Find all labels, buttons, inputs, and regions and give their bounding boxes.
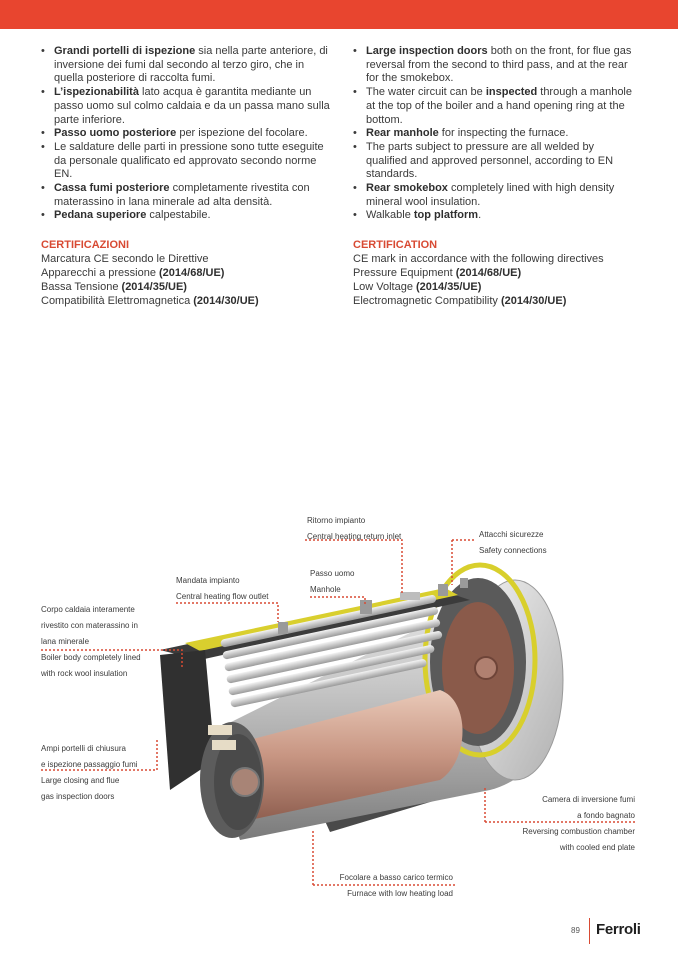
list-item: • The parts subject to pressure are all welded by qualified and approved personnel, according to EN standards. xyxy=(353,141,638,182)
cert-line: CE mark in accordance with the following directives xyxy=(353,253,604,265)
list-item: • Rear manhole for inspecting the furnace. xyxy=(353,127,638,141)
rear-port xyxy=(475,657,497,679)
list-item: • L’ispezionabilità lato acqua è garantita mediante un passo uomo sul colmo caldaia e da un passa mano sulla parte inferiore. xyxy=(41,86,331,127)
cert-line: Pressure Equipment (2014/68/UE) xyxy=(353,267,522,279)
callout-manhole: Passo uomo Manhole xyxy=(310,569,355,594)
footer-divider xyxy=(589,918,590,944)
door-hinge xyxy=(208,725,232,735)
callout-reversing-chamber: Camera di inversione fumi a fondo bagnato Reversing combustion chamber with cooled end plate xyxy=(522,795,635,852)
cert-line: Electromagnetic Compatibility (2014/30/UE) xyxy=(353,295,567,307)
list-item: • Rear smokebox completely lined with high density mineral wool insulation. xyxy=(353,182,638,209)
list-item: • Large inspection doors both on the front, for flue gas reversal from the second to third pass, and at the rear for the smokebox. xyxy=(353,45,638,86)
list-item: • The water circuit can be inspected through a manhole at the top of the boiler and a hand opening ring at the bottom. xyxy=(353,86,638,127)
features-italian xyxy=(41,45,331,223)
list-item: • Passo uomo posteriore per ispezione del focolare. xyxy=(41,127,331,141)
cert-line: Apparecchi a pressione (2014/68/UE) xyxy=(41,267,225,279)
callout-return-inlet: Ritorno impianto Central heating return inlet xyxy=(307,516,402,541)
burner-port xyxy=(231,768,259,796)
cert-line: Bassa Tensione (2014/35/UE) xyxy=(41,281,187,293)
page-number: 89 xyxy=(571,926,580,935)
cert-line: Compatibilità Elettromagnetica (2014/30/UE) xyxy=(41,295,259,307)
features-english xyxy=(353,45,638,223)
callout-furnace: Focolare a basso carico termico Furnace with low heating load xyxy=(339,873,453,898)
ferroli-logo: Ferroli xyxy=(596,921,641,938)
list-item: • Le saldature delle parti in pressione sono tutte eseguite da personale qualificato ed approvato secondo norme EN. xyxy=(41,141,331,182)
return-inlet-nozzle xyxy=(438,584,448,596)
list-item: • Pedana superiore calpestabile. xyxy=(41,209,331,223)
list-item: • Walkable top platform. xyxy=(353,209,638,223)
safety-nozzle xyxy=(460,578,468,588)
italian-bullet-list xyxy=(41,45,331,223)
flow-outlet-nozzle xyxy=(278,622,288,634)
callout-flow-outlet: Mandata impianto Central heating flow outlet xyxy=(176,576,269,601)
cert-line: Marcatura CE secondo le Direttive xyxy=(41,253,209,265)
certification-italian xyxy=(41,238,331,308)
callout-inspection-doors: Ampi portelli di chiusura e ispezione passaggio fumi Large closing and flue gas inspection doors xyxy=(41,744,138,801)
certification-english xyxy=(353,238,653,308)
section-title: CERTIFICAZIONI xyxy=(41,239,129,251)
manhole-cover xyxy=(400,592,420,600)
section-title: CERTIFICATION xyxy=(353,239,438,251)
callout-safety-connections: Attacchi sicurezze Safety connections xyxy=(479,530,547,555)
door-hinge xyxy=(212,740,236,750)
manhole-nozzle xyxy=(360,600,372,614)
callout-boiler-body: Corpo caldaia interamente rivestito con materassino in lana minerale Boiler body completely lined with rock wool insulation xyxy=(41,605,141,678)
list-item: • Cassa fumi posteriore completamente rivestita con materassino in lana minerale ad alta densità. xyxy=(41,182,331,209)
cert-line: Low Voltage (2014/35/UE) xyxy=(353,281,482,293)
english-bullet-list xyxy=(353,45,638,223)
list-item: • Grandi portelli di ispezione sia nella parte anteriore, di inversione dei fumi dal secondo al terzo giro, che in quella posteriore di raccolta fumi. xyxy=(41,45,331,86)
header-red-band xyxy=(0,0,678,29)
